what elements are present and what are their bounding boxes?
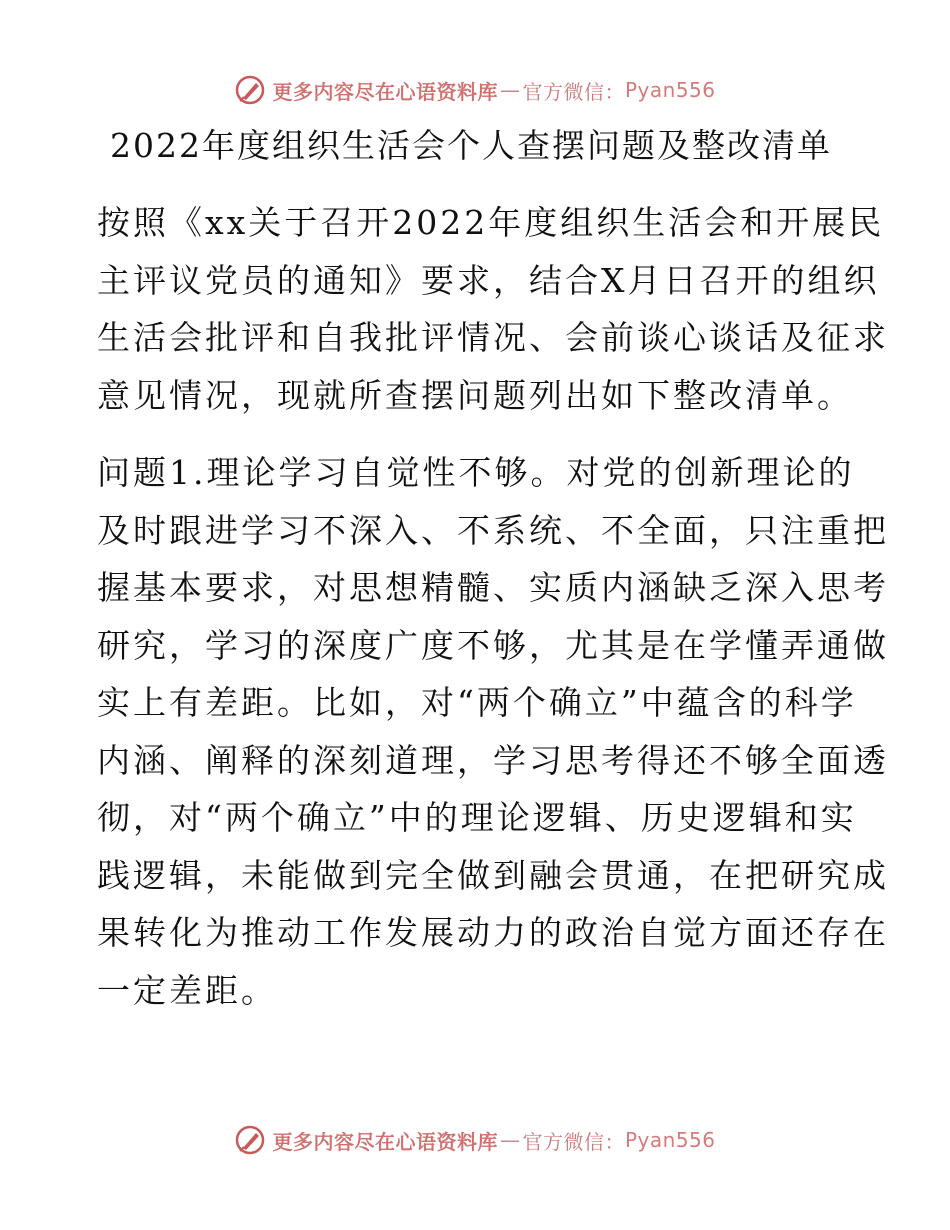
problem-line: 果转化为推动工作发展动力的政治自觉方面还存在 [97, 913, 889, 952]
intro-paragraph [97, 194, 889, 424]
footer-watermark [0, 1120, 950, 1160]
watermark-text: 更多内容尽在心语资料库 [272, 79, 498, 104]
watermark-official-label: 官方微信： [522, 79, 625, 104]
watermark-official-label: 官方微信： [522, 1129, 625, 1154]
intro-line: 按照《xx关于召开2022年度组织生活会和开展民 [97, 203, 885, 242]
document-title: 2022年度组织生活会个人查摆问题及整改清单 [110, 126, 832, 165]
problem-1-paragraph [97, 444, 889, 1019]
problem-line: 握基本要求，对思想精髓、实质内涵缺乏深入思考 [97, 568, 889, 607]
problem-line: 践逻辑，未能做到完全做到融会贯通，在把研究成 [97, 855, 889, 895]
watermark-dash: — [499, 1128, 521, 1152]
watermark-wechat-id: Pyan556 [624, 1128, 716, 1152]
problem-line: 及时跟进学习不深入、不系统、不全面，只注重把 [97, 510, 889, 550]
watermark-dash: — [499, 78, 521, 102]
quill-logo-icon [234, 74, 266, 106]
intro-line: 生活会批评和自我批评情况、会前谈心谈话及征求 [97, 318, 889, 357]
problem-line: 研究，学习的深度广度不够，尤其是在学懂弄通做 [97, 625, 889, 665]
header-watermark [0, 70, 950, 110]
problem-line: 一定差距。 [97, 970, 277, 1010]
problem-line: 彻，对“两个确立”中的理论逻辑、历史逻辑和实 [97, 798, 857, 837]
quill-logo-icon [234, 1124, 266, 1156]
watermark-wechat-id: Pyan556 [624, 78, 716, 102]
problem-line: 内涵、阐释的深刻道理，学习思考得还不够全面透 [97, 740, 889, 780]
intro-line: 意见情况，现就所查摆问题列出如下整改清单。 [97, 375, 853, 415]
watermark-text: 更多内容尽在心语资料库 [272, 1129, 498, 1154]
intro-line: 主评议党员的通知》要求，结合X月日召开的组织 [97, 260, 880, 300]
problem-line: 实上有差距。比如，对“两个确立”中蕴含的科学 [97, 683, 857, 722]
problem-line: 问题1.理论学习自觉性不够。对党的创新理论的 [97, 453, 855, 492]
